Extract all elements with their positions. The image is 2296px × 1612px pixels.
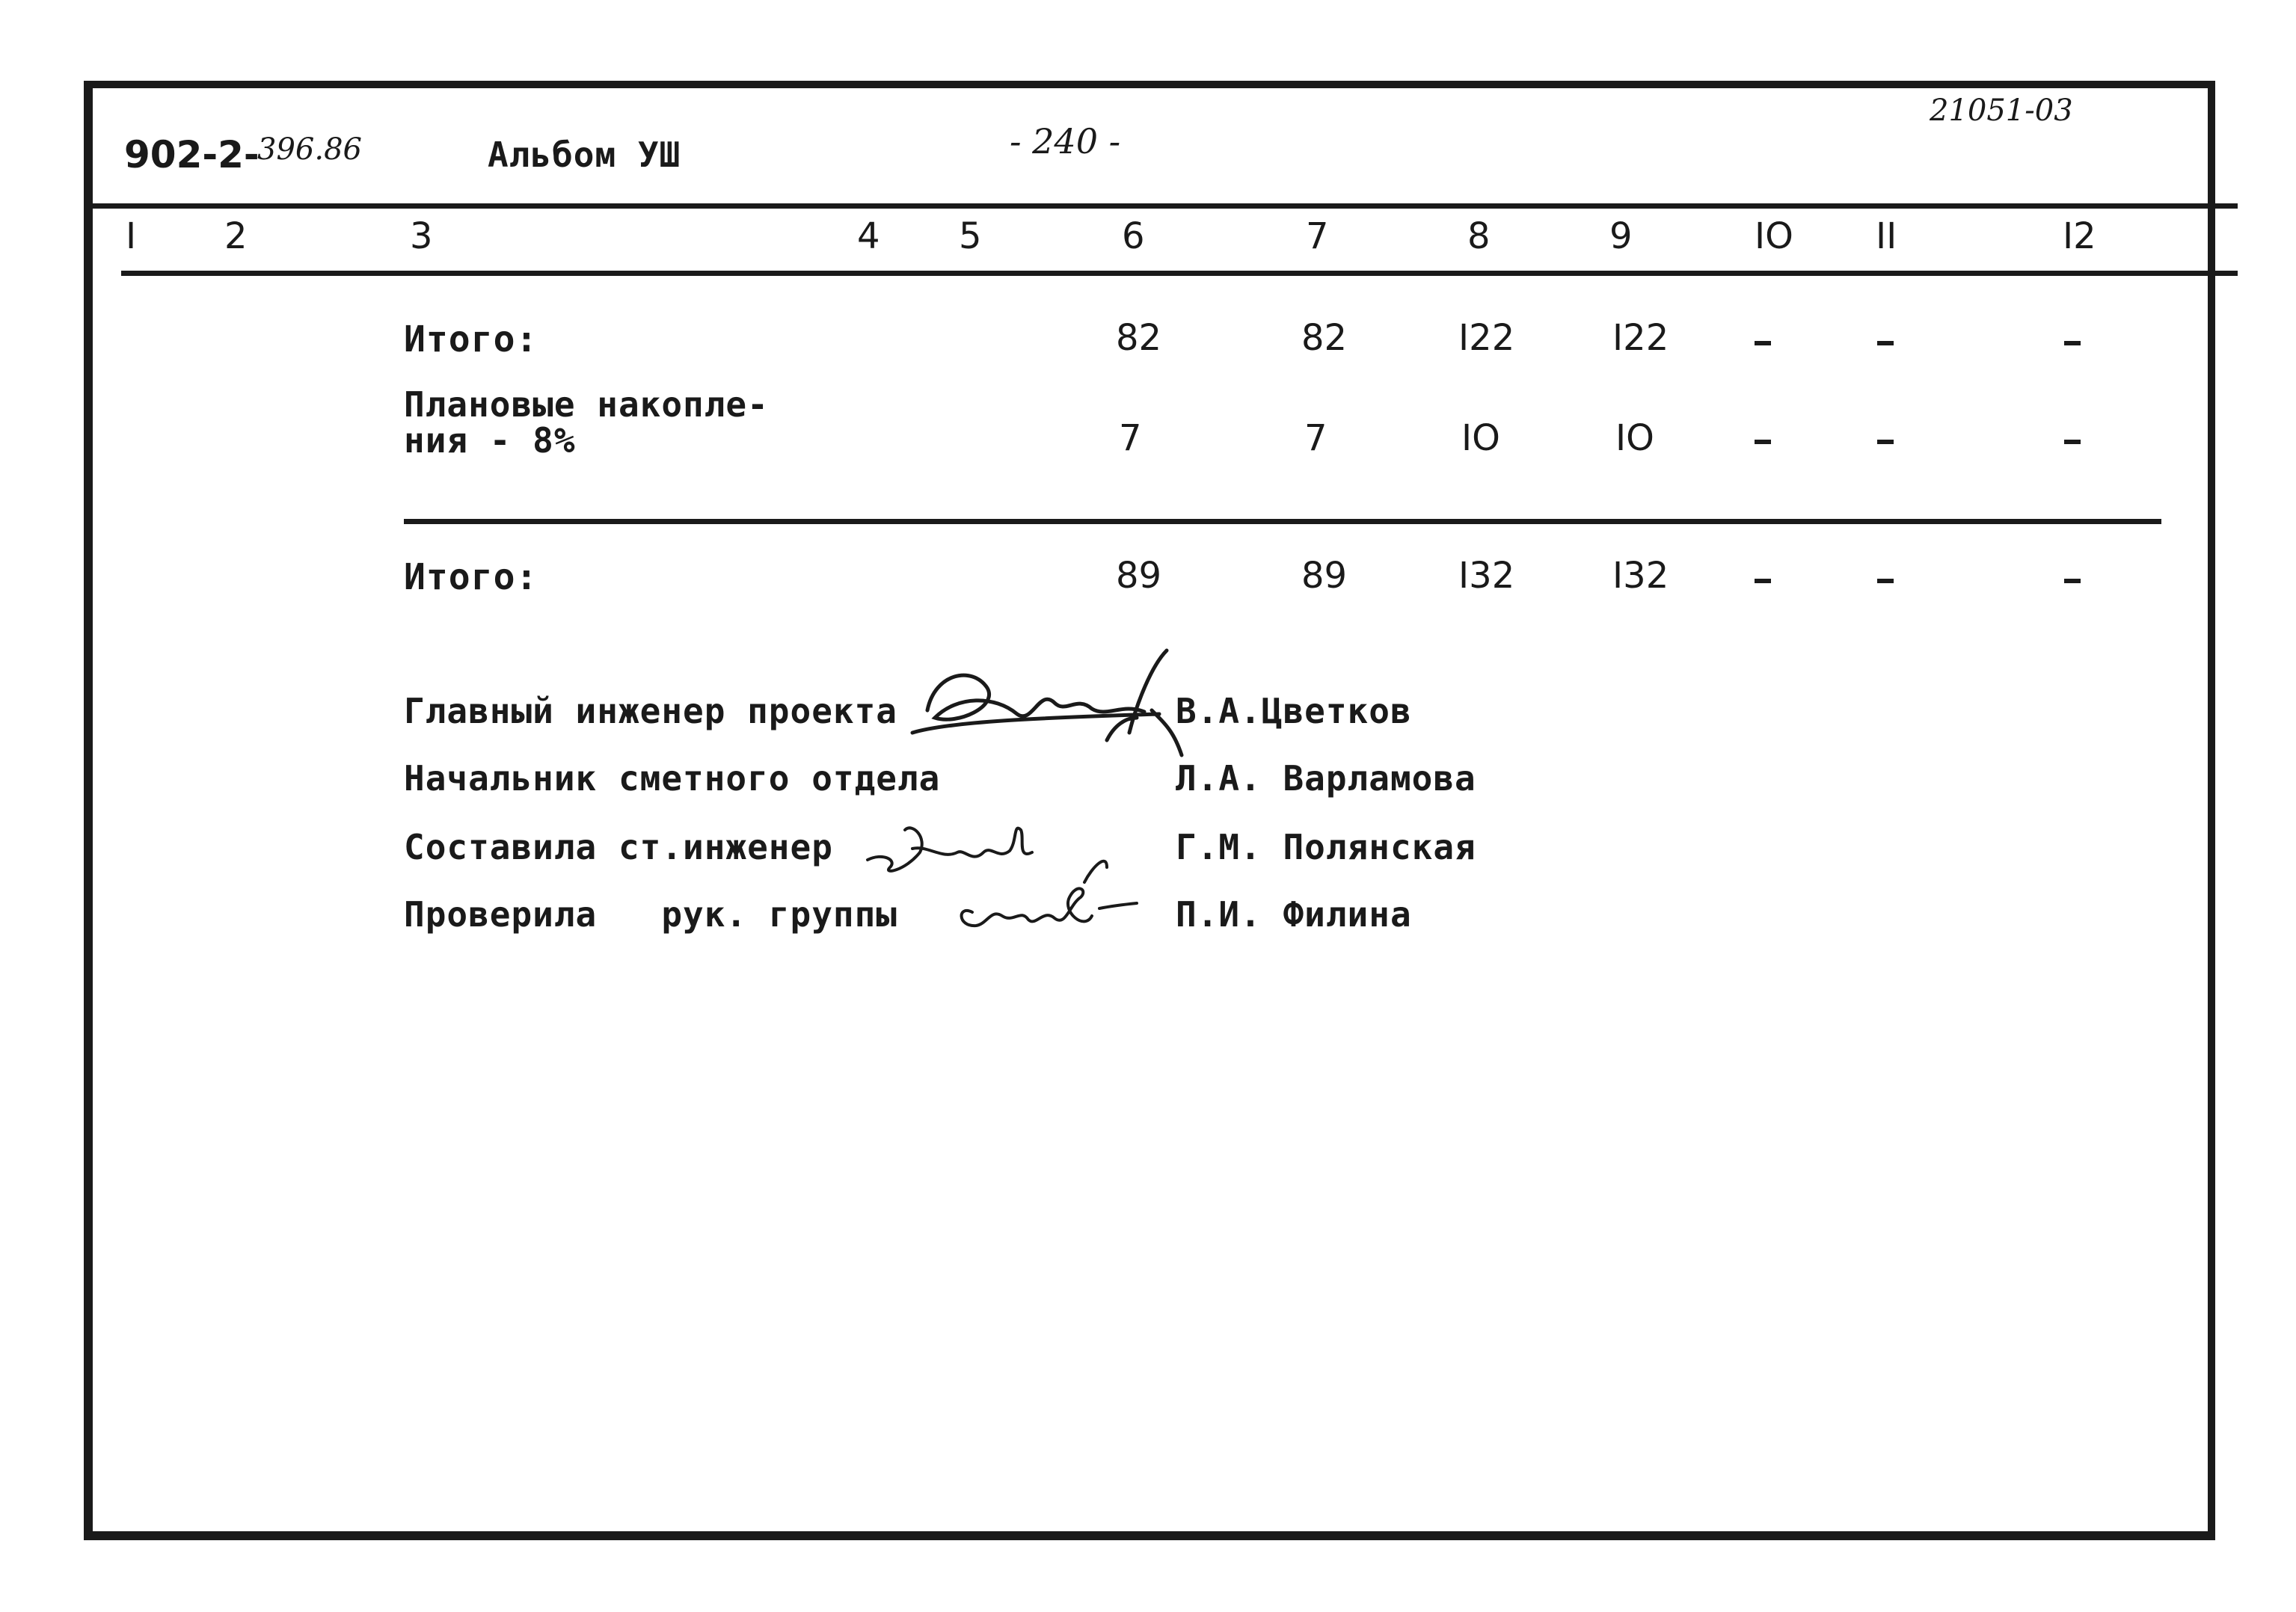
cell-col9: IO (1615, 417, 1654, 459)
column-header: 8 (1467, 215, 1491, 257)
cell-col6: 82 (1116, 317, 1162, 359)
cell-col9: I32 (1612, 555, 1669, 597)
cell-col7: 7 (1304, 417, 1327, 459)
signature-role: Составила ст.инженер (404, 827, 833, 867)
cell-col10 (1755, 579, 1771, 583)
cell-col11 (1877, 341, 1894, 345)
row-label: Итого: (404, 319, 538, 360)
signature-name: Л.А. Варламова (1176, 758, 1476, 799)
signature-role: Главный инженер проекта (404, 691, 897, 731)
column-header: IO (1755, 215, 1793, 257)
cell-col6: 7 (1119, 417, 1142, 459)
signature-name: П.И. Филина (1176, 894, 1412, 935)
row-label: Итого: (404, 556, 538, 598)
cell-col8: I22 (1458, 317, 1515, 359)
column-header: I2 (2063, 215, 2096, 257)
subtotal-rule (404, 519, 2161, 524)
cell-col11 (1877, 579, 1894, 583)
signature-checker (950, 875, 1152, 942)
cell-col10 (1755, 341, 1771, 345)
cell-col10 (1755, 440, 1771, 444)
signature-role: Начальник сметного отдела (404, 758, 941, 799)
cell-col8: I32 (1458, 555, 1515, 597)
cell-col7: 89 (1301, 555, 1348, 597)
column-header: 9 (1609, 215, 1633, 257)
page-number: - 240 - (1010, 121, 1121, 161)
column-header: 7 (1306, 215, 1329, 257)
column-header: 6 (1122, 215, 1145, 257)
cell-col12 (2064, 440, 2081, 444)
column-header: II (1876, 215, 1897, 257)
cell-col11 (1877, 440, 1894, 444)
cell-col8: IO (1461, 417, 1500, 459)
cell-col12 (2064, 579, 2081, 583)
row-label-line1: Плановые накопле- (404, 384, 769, 425)
header-rule-top (91, 203, 2238, 209)
row-label-line2: ния - 8% (404, 420, 576, 461)
signature-role: Проверила рук. группы (404, 894, 897, 935)
cell-col6: 89 (1116, 555, 1162, 597)
header-rule-bottom (121, 271, 2238, 276)
signature-chief-engineer (905, 643, 1189, 770)
signature-name: Г.М. Полянская (1176, 827, 1476, 867)
cell-col7: 82 (1301, 317, 1348, 359)
signature-name: В.А.Цветков (1176, 691, 1412, 731)
album-title: Альбом УШ (488, 135, 681, 175)
column-header: 4 (857, 215, 880, 257)
column-header: 2 (224, 215, 248, 257)
column-header: 5 (959, 215, 982, 257)
document-code-handwritten: 396.86 (257, 132, 362, 167)
cell-col12 (2064, 341, 2081, 345)
corner-number: 21051-03 (1930, 93, 2073, 128)
column-header: I (126, 215, 137, 257)
document-frame (84, 81, 2215, 1540)
column-header: 3 (410, 215, 433, 257)
document-code-prefix: 902-2- (124, 133, 260, 176)
cell-col9: I22 (1612, 317, 1669, 359)
